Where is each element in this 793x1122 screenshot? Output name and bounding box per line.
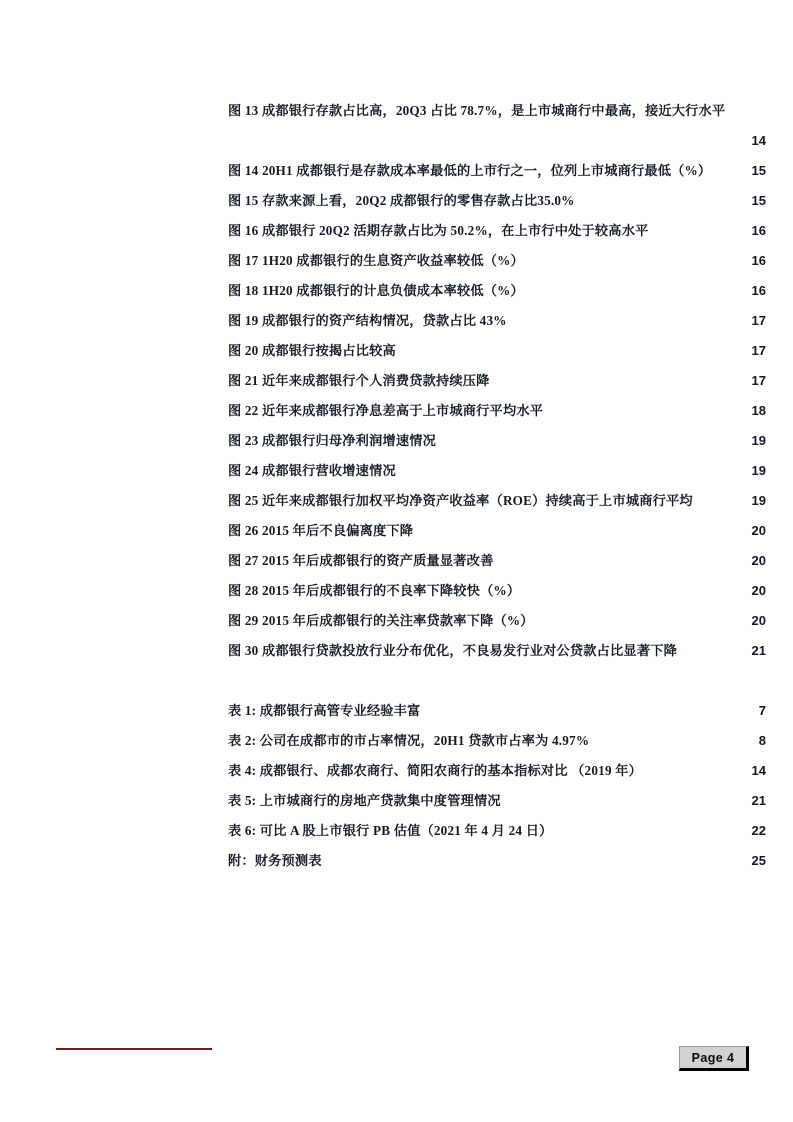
figure-entry-label: 图 13 成都银行存款占比高，20Q3 占比 78.7%，是上市城商行中最高，接近大行水平 (228, 103, 726, 118)
figure-entry-page-number: 16 (751, 283, 766, 298)
dot-leader (712, 162, 748, 175)
table-entry-label: 表 5: 上市城商行的房地产贷款集中度管理情况 (228, 793, 501, 808)
figure-entry[interactable] (228, 546, 766, 576)
figure-entry-page-number: 16 (751, 253, 766, 268)
figure-entry-label: 图 27 2015 年后成都银行的资产质量显著改善 (228, 553, 494, 568)
table-entry[interactable] (228, 756, 766, 786)
figure-entry[interactable] (228, 156, 766, 186)
figure-entry-label: 图 22 近年来成都银行净息差高于上市城商行平均水平 (228, 403, 544, 418)
figure-entry-page-number: 17 (751, 343, 766, 358)
dot-leader (397, 342, 748, 355)
figure-entry[interactable] (228, 246, 766, 276)
dot-leader (525, 282, 748, 295)
figure-entry-page-number: 17 (751, 373, 766, 388)
table-entry-page-number: 22 (751, 823, 766, 838)
dot-leader (678, 642, 748, 655)
figure-entry-page-number: 19 (751, 433, 766, 448)
figure-entry-page-number: 20 (751, 553, 766, 568)
table-of-contents (228, 96, 766, 876)
figure-entry[interactable] (228, 486, 766, 516)
dot-leader (491, 372, 748, 385)
figure-entry-page-number: 20 (751, 583, 766, 598)
table-entry-page-number: 21 (751, 793, 766, 808)
table-entry-page-number: 14 (751, 763, 766, 778)
table-entry-label: 表 2: 公司在成都市的市占率情况，20H1 贷款市占率为 4.97% (228, 733, 590, 748)
dot-leader (414, 522, 748, 535)
dot-leader (437, 432, 748, 445)
figure-entry[interactable] (228, 426, 766, 456)
dot-leader (421, 702, 748, 715)
dot-leader (229, 132, 748, 145)
table-entry-label: 表 1: 成都银行高管专业经验丰富 (228, 703, 421, 718)
figure-entry[interactable] (228, 396, 766, 426)
table-entry-page-number: 7 (758, 703, 766, 718)
figure-entry[interactable] (228, 576, 766, 606)
figure-entry-page-number: 19 (751, 493, 766, 508)
table-entry[interactable] (228, 726, 766, 756)
table-entry-label: 表 6: 可比 A 股上市银行 PB 估值（2021 年 4 月 24 日） (228, 823, 553, 838)
figure-entry[interactable] (228, 336, 766, 366)
figure-entry-label: 图 15 存款来源上看，20Q2 成都银行的零售存款占比35.0% (228, 193, 575, 208)
dot-leader (397, 462, 748, 475)
dot-leader (649, 222, 748, 235)
dot-leader (576, 192, 748, 205)
figure-entry[interactable] (228, 216, 766, 246)
figure-entry-label: 图 17 1H20 成都银行的生息资产收益率较低（%） (228, 253, 524, 268)
page-number-badge: Page 4 (679, 1046, 749, 1071)
figure-entry-page-number: 20 (751, 613, 766, 628)
table-entry[interactable] (228, 846, 766, 876)
figure-entry-page-number: 18 (751, 403, 766, 418)
figure-list (228, 96, 766, 666)
section-spacer (228, 666, 766, 696)
table-list (228, 696, 766, 876)
dot-leader (535, 612, 748, 625)
table-entry[interactable] (228, 786, 766, 816)
figure-entry[interactable] (228, 366, 766, 396)
figure-entry-label: 图 23 成都银行归母净利润增速情况 (228, 433, 437, 448)
figure-entry-label: 图 28 2015 年后成都银行的不良率下降较快（%） (228, 583, 521, 598)
figure-entry-label: 图 19 成都银行的资产结构情况，贷款占比 43% (228, 313, 507, 328)
figure-entry-label: 图 16 成都银行 20Q2 活期存款占比为 50.2%，在上市行中处于较高水平 (228, 223, 649, 238)
table-entry-label: 附：财务预测表 (228, 853, 322, 868)
table-entry-page-number: 8 (758, 733, 766, 748)
dot-leader (643, 762, 748, 775)
figure-entry-label: 图 14 20H1 成都银行是存款成本率最低的上市行之一，位列上市城商行最低（%） (228, 163, 712, 178)
figure-entry-label: 图 24 成都银行营收增速情况 (228, 463, 396, 478)
table-entry[interactable] (228, 696, 766, 726)
figure-entry-page-number: 16 (751, 223, 766, 238)
figure-entry[interactable] (228, 186, 766, 216)
figure-entry-label: 图 20 成都银行按揭占比较高 (228, 343, 396, 358)
footer-accent-rule (56, 1048, 212, 1050)
table-entry[interactable] (228, 816, 766, 846)
entry-tail (228, 126, 766, 156)
dot-leader (494, 552, 748, 565)
figure-entry-page-number: 15 (751, 163, 766, 178)
figure-entry-label: 图 21 近年来成都银行个人消费贷款持续压降 (228, 373, 490, 388)
figure-entry[interactable] (228, 306, 766, 336)
figure-entry-page-number: 14 (751, 133, 766, 148)
dot-leader (502, 792, 748, 805)
figure-entry[interactable] (228, 96, 766, 156)
dot-leader (553, 822, 748, 835)
figure-entry-page-number: 19 (751, 463, 766, 478)
table-entry-page-number: 25 (751, 853, 766, 868)
dot-leader (521, 582, 748, 595)
figure-entry-label: 图 18 1H20 成都银行的计息负债成本率较低（%） (228, 283, 524, 298)
figure-entry[interactable] (228, 606, 766, 636)
figure-entry-label: 图 25 近年来成都银行加权平均净资产收益率（ROE）持续高于上市城商行平均 (228, 493, 693, 508)
dot-leader (544, 402, 748, 415)
dot-leader (323, 852, 748, 865)
dot-leader (525, 252, 748, 265)
figure-entry-page-number: 15 (751, 193, 766, 208)
figure-entry-page-number: 17 (751, 313, 766, 328)
figure-entry[interactable] (228, 516, 766, 546)
figure-entry[interactable] (228, 636, 766, 666)
figure-entry-label: 图 26 2015 年后不良偏离度下降 (228, 523, 414, 538)
dot-leader (508, 312, 748, 325)
figure-entry[interactable] (228, 276, 766, 306)
dot-leader (694, 492, 748, 505)
figure-entry-label: 图 30 成都银行贷款投放行业分布优化，不良易发行业对公贷款占比显著下降 (228, 643, 677, 658)
dot-leader (590, 732, 748, 745)
table-entry-label: 表 4: 成都银行、成都农商行、简阳农商行的基本指标对比 （2019 年） (228, 763, 643, 778)
figure-entry-page-number: 20 (751, 523, 766, 538)
figure-entry[interactable] (228, 456, 766, 486)
figure-entry-label: 图 29 2015 年后成都银行的关注率贷款率下降（%） (228, 613, 534, 628)
figure-entry-page-number: 21 (751, 643, 766, 658)
